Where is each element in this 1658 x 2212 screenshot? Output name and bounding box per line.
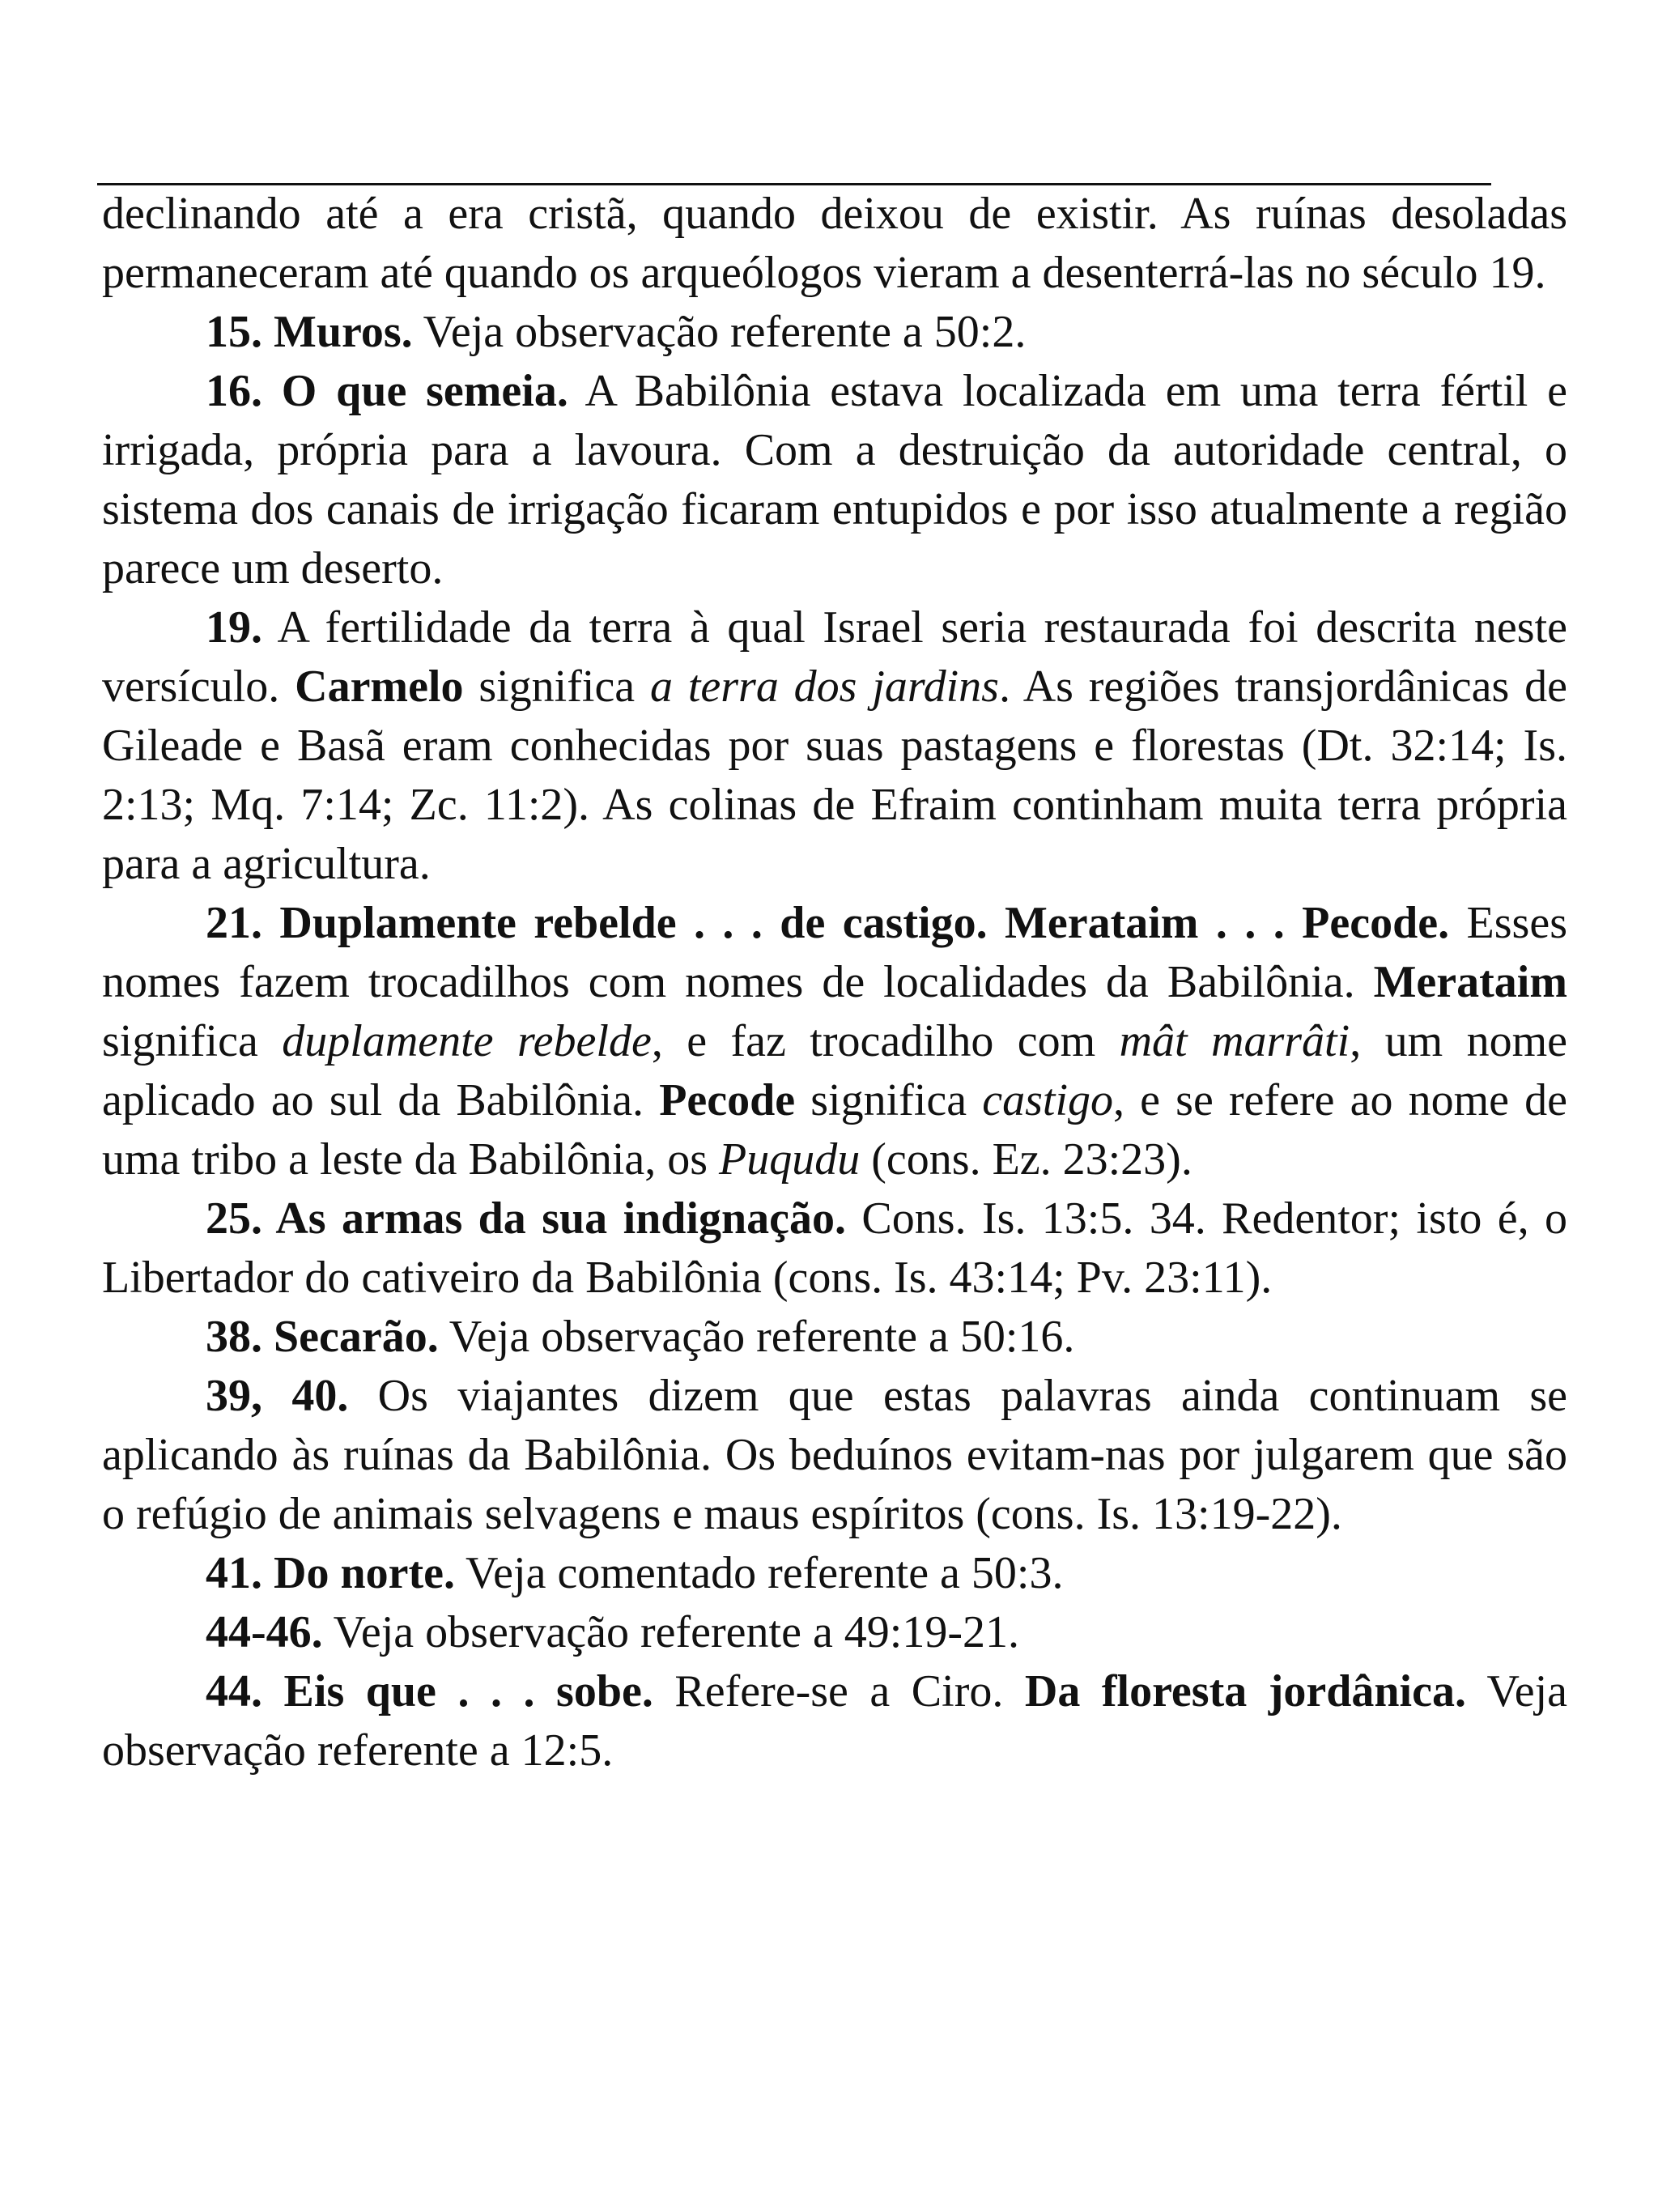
bold-run: 25. As armas da sua indignação.	[206, 1193, 846, 1244]
bold-run: Pecode	[659, 1075, 796, 1125]
text-run: (cons. Ez. 23:23).	[860, 1134, 1192, 1185]
paragraph	[102, 1662, 1567, 1780]
text-run: Veja observação referente a 12:5.	[102, 1666, 1567, 1776]
italic-run: a terra dos jardins	[650, 661, 999, 712]
bold-run: Carmelo	[295, 661, 464, 712]
text-run: . As regiões transjordânicas de Gileade e Basã eram conhecidas por suas pastagens e florestas (Dt. 32:14; Is. 2:13; Mq. 7:14; Zc. 11:2). As colinas de Efraim continham muita terra própria para a agricultura.	[102, 661, 1568, 889]
text-run: Veja observação referente a 50:2.	[412, 307, 1027, 357]
text-run: A Babilônia estava localizada em uma terra fértil e irrigada, própria para a lavoura. Com a destruição da autoridade central, o sistema dos canais de irrigação ficaram entupidos e por isso atualmente a região parece um deserto.	[102, 366, 1567, 593]
paragraph	[102, 1367, 1567, 1544]
paragraph	[102, 598, 1567, 894]
paragraph	[102, 303, 1567, 362]
italic-run: duplamente rebelde	[282, 1016, 652, 1066]
text-run: Veja observação referente a 49:19-21.	[322, 1607, 1019, 1657]
bold-run: 44-46.	[206, 1607, 323, 1657]
text-run: , e se refere ao nome de uma tribo a leste da Babilônia, os	[102, 1075, 1568, 1185]
italic-run: mât marrâti	[1119, 1016, 1350, 1066]
document-body	[102, 185, 1567, 1780]
text-run: Refere-se a Ciro.	[653, 1666, 1025, 1716]
text-run: Esses nomes fazem trocadilhos com nomes de localidades da Babilônia.	[102, 898, 1567, 1007]
paragraph	[102, 1544, 1567, 1603]
bold-run: 21. Duplamente rebelde . . . de castigo. Merataim . . . Pecode.	[206, 898, 1450, 948]
paragraph	[102, 894, 1567, 1189]
bold-run: 38. Secarão.	[206, 1312, 439, 1362]
text-run: Cons. Is. 13:5. 34. Redentor; isto é, o Libertador do cativeiro da Babilônia (cons. Is. 43:14; Pv. 23:11).	[102, 1193, 1567, 1303]
bold-run: Da floresta jordânica.	[1024, 1666, 1466, 1716]
bold-run: 41. Do norte.	[206, 1548, 455, 1598]
paragraph	[102, 362, 1567, 598]
text-run: , um nome aplicado ao sul da Babilônia.	[102, 1016, 1568, 1125]
bold-run: 44. Eis que . . . sobe.	[206, 1666, 653, 1716]
bold-run: 19.	[206, 602, 262, 653]
bold-run: 15. Muros.	[206, 307, 413, 357]
text-run: Veja observação referente a 50:16.	[438, 1312, 1075, 1362]
italic-run: Puqudu	[719, 1134, 861, 1185]
text-run: declinando até a era cristã, quando deixou de existir. As ruínas desoladas permaneceram até quando os arqueólogos vieram a desenterrá-las no século 19.	[102, 189, 1567, 298]
paragraph	[102, 1603, 1567, 1662]
paragraph	[102, 1308, 1567, 1367]
bold-run: 16. O que semeia.	[206, 366, 568, 416]
text-run: significa	[463, 661, 650, 712]
paragraph	[102, 185, 1567, 303]
paragraph	[102, 1189, 1567, 1308]
text-run: significa	[102, 1016, 283, 1066]
italic-run: castigo	[982, 1075, 1114, 1125]
text-run: Os viajantes dizem que estas palavras ainda continuam se aplicando às ruínas da Babilônia. Os beduínos evitam-nas por julgarem que são o refúgio de animais selvagens e maus espíritos (cons. Is. 13:19-22).	[102, 1371, 1568, 1539]
text-run: , e faz trocadilho com	[651, 1016, 1120, 1066]
text-run: Veja comentado referente a 50:3.	[454, 1548, 1064, 1598]
text-run: significa	[795, 1075, 983, 1125]
bold-run: Merataim	[1373, 957, 1567, 1007]
bold-run: 39, 40.	[206, 1371, 349, 1421]
text-run: A fertilidade da terra à qual Israel seria restaurada foi descrita neste versículo.	[102, 602, 1567, 712]
